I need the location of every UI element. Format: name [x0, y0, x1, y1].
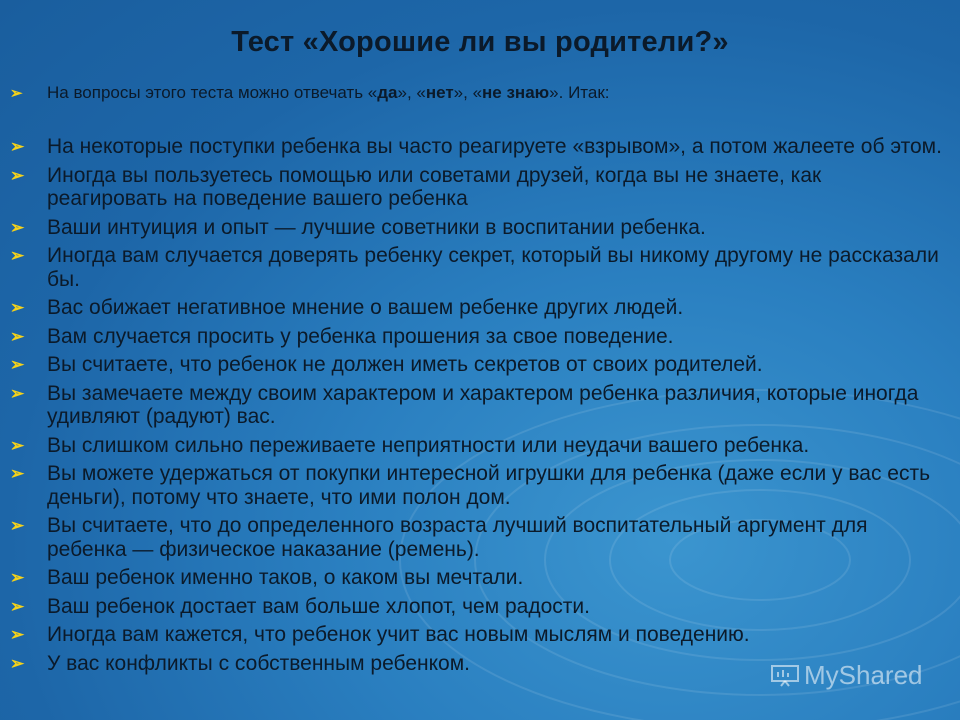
- arrow-bullet-icon: ➢: [10, 246, 25, 265]
- question-item: [10, 353, 945, 377]
- arrow-bullet-icon: ➢: [10, 464, 25, 483]
- question-text: Вам случается просить у ребенка прошения за свое поведение.: [47, 324, 674, 348]
- question-text: На некоторые поступки ребенка вы часто реагируете «взрывом», а потом жалеете об этом.: [47, 135, 942, 158]
- question-text: Иногда вы пользуетесь помощью или советами друзей, когда вы не знаете, как реагировать на поведение вашего ребенка: [47, 163, 822, 210]
- question-item: [10, 382, 945, 429]
- question-item: [10, 244, 945, 291]
- question-text: Вас обижает негативное мнение о вашем ребенке других людей.: [47, 296, 684, 319]
- answer-dont-know: не знаю: [482, 83, 550, 102]
- arrow-bullet-icon: ➢: [10, 326, 25, 346]
- question-item: [10, 595, 945, 619]
- arrow-bullet-icon: ➢: [10, 217, 25, 237]
- arrow-bullet-icon: ➢: [10, 137, 25, 156]
- question-item: [10, 514, 945, 561]
- intro-text: На вопросы этого теста можно отвечать «да», «нет», «не знаю». Итак:: [47, 83, 610, 102]
- arrow-bullet-icon: ➢: [10, 298, 25, 317]
- question-item: [10, 462, 945, 509]
- question-text: Иногда вам случается доверять ребенку секрет, который вы никому другому не рассказали бы.: [47, 244, 939, 291]
- question-item: [10, 434, 945, 458]
- question-text: Вы слишком сильно переживаете неприятности или неудачи вашего ребенка.: [47, 433, 810, 457]
- arrow-bullet-icon: ➢: [10, 516, 25, 535]
- arrow-bullet-icon: ➢: [10, 383, 25, 403]
- question-item: [10, 623, 945, 647]
- arrow-bullet-icon: ➢: [10, 625, 25, 644]
- answer-no: нет: [425, 83, 454, 102]
- question-text: Вы считаете, что до определенного возраста лучший воспитательный аргумент для ребенка — физическое наказание (ремень).: [47, 514, 868, 561]
- question-list: [10, 135, 945, 680]
- presentation-icon: [770, 663, 800, 687]
- arrow-bullet-icon: ➢: [10, 653, 25, 673]
- question-item: [10, 164, 945, 211]
- arrow-bullet-icon: ➢: [10, 355, 25, 374]
- arrow-bullet-icon: ➢: [10, 165, 25, 185]
- question-text: У вас конфликты с собственным ребенком.: [47, 651, 470, 675]
- arrow-bullet-icon: ➢: [10, 85, 23, 102]
- question-text: Вы замечаете между своим характером и характером ребенка различия, которые иногда удивляют (радуют) вас.: [47, 381, 919, 428]
- question-text: Иногда вам кажется, что ребенок учит вас новым мыслям и поведению.: [47, 623, 750, 646]
- question-text: Вы можете удержаться от покупки интересной игрушки для ребенка (даже если у вас есть деньги), потому что знаете, что ими полон дом.: [47, 462, 931, 509]
- arrow-bullet-icon: ➢: [10, 568, 25, 587]
- answer-yes: да: [377, 83, 398, 102]
- watermark-text: MyShared: [804, 660, 923, 690]
- question-text: Ваши интуиция и опыт — лучшие советники в воспитании ребенка.: [47, 215, 706, 239]
- question-item: [10, 135, 945, 159]
- arrow-bullet-icon: ➢: [10, 435, 25, 455]
- question-text: Вы считаете, что ребенок не должен иметь секретов от своих родителей.: [47, 353, 763, 376]
- question-text: Ваш ребенок достает вам больше хлопот, чем радости.: [47, 594, 590, 618]
- arrow-bullet-icon: ➢: [10, 596, 25, 616]
- question-text: Ваш ребенок именно таков, о каком вы мечтали.: [47, 566, 524, 589]
- question-item: [10, 325, 945, 349]
- question-item: [10, 566, 945, 590]
- question-item: [10, 296, 945, 320]
- watermark-logo: [770, 660, 923, 691]
- slide-title: Тест «Хорошие ли вы родители?»: [231, 26, 729, 58]
- intro-line: [10, 83, 940, 103]
- question-item: [10, 216, 945, 240]
